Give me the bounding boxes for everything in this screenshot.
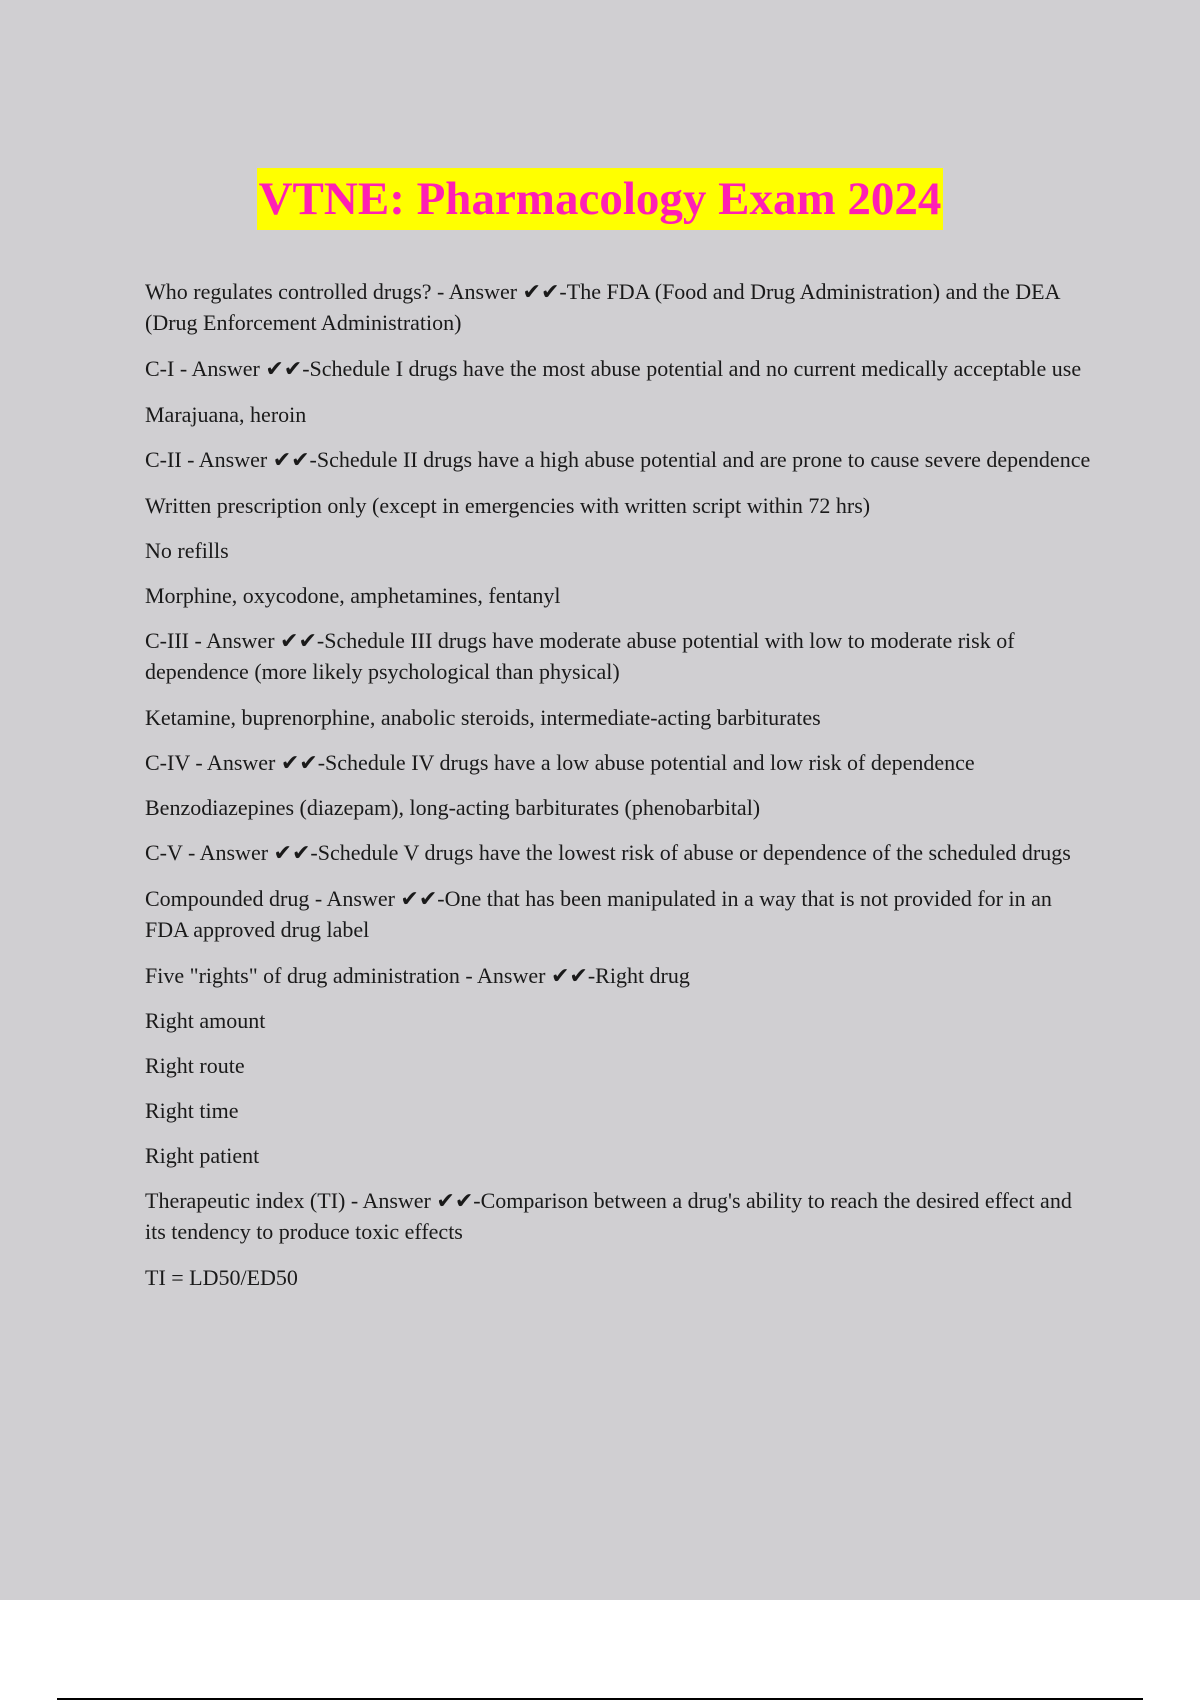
qa-paragraph: Compounded drug - Answer ✔✔-One that has been manipulated in a way that is not provided for in an FDA approved drug label [145,886,1052,942]
text-paragraph: Right time [145,1098,239,1123]
text-paragraph: Right patient [145,1143,260,1168]
text-paragraph: TI = LD50/ED50 [145,1265,298,1290]
text-paragraph: Benzodiazepines (diazepam), long-acting barbiturates (phenobarbital) [145,795,761,820]
text-paragraph: Marajuana, heroin [145,402,307,427]
qa-paragraph: Who regulates controlled drugs? - Answer ✔✔-The FDA (Food and Drug Administration) and the DEA (Drug Enforcement Administration) [145,279,1060,335]
document-title: VTNE: Pharmacology Exam 2024 [257,168,944,230]
title-container [0,168,1200,230]
qa-paragraph: C-I - Answer ✔✔-Schedule I drugs have the most abuse potential and no current medically acceptable use [145,356,1082,381]
qa-paragraph: Therapeutic index (TI) - Answer ✔✔-Comparison between a drug's ability to reach the desired effect and its tendency to produce toxic effects [145,1188,1072,1244]
qa-paragraph: Five "rights" of drug administration - Answer ✔✔-Right drug [145,963,690,988]
qa-paragraph: C-IV - Answer ✔✔-Schedule IV drugs have a low abuse potential and low risk of dependence [145,750,975,775]
qa-paragraph: C-II - Answer ✔✔-Schedule II drugs have a high abuse potential and are prone to cause severe dependence [145,447,1091,472]
page-footer [0,1600,1200,1700]
text-paragraph: Right amount [145,1008,266,1033]
qa-paragraph: C-III - Answer ✔✔-Schedule III drugs have moderate abuse potential with low to moderate risk of dependence (more likely psychological than physical) [145,628,1015,684]
qa-paragraph: C-V - Answer ✔✔-Schedule V drugs have the lowest risk of abuse or dependence of the scheduled drugs [145,840,1071,865]
text-paragraph: No refills [145,538,229,563]
document-body [145,276,1095,1307]
text-paragraph: Morphine, oxycodone, amphetamines, fentanyl [145,583,561,608]
text-paragraph: Right route [145,1053,245,1078]
text-paragraph: Ketamine, buprenorphine, anabolic steroids, intermediate-acting barbiturates [145,705,821,730]
text-paragraph: Written prescription only (except in emergencies with written script within 72 hrs) [145,493,871,518]
